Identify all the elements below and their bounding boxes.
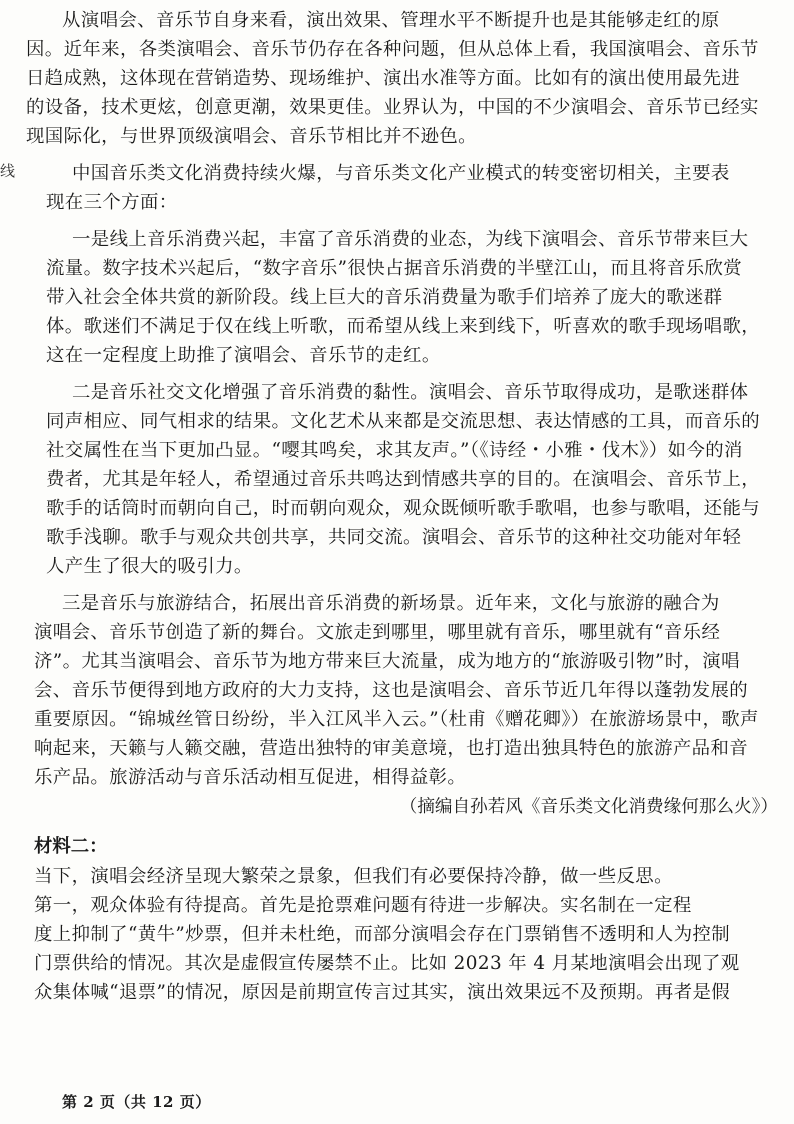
text-line: 流量。数字技术兴起后，“数字音乐”很快占据音乐消费的半壁江山，而且将音乐欣赏 — [46, 258, 743, 279]
text-line: 同声相应、同气相求的结果。文化艺术从来都是交流思想、表达情感的工具，而音乐的 — [46, 411, 761, 432]
margin-mark: 线 — [0, 162, 16, 180]
text-line: 二是音乐社交文化增强了音乐消费的黏性。演唱会、音乐节取得成功，是歌迷群体 — [72, 382, 749, 403]
paragraph-music-social — [26, 378, 778, 581]
text-line: 会、音乐节便得到地方政府的大力支持，这也是演唱会、音乐节近几年得以蓬勃发展的 — [34, 680, 749, 701]
text-line: 歌手浅聊。歌手与观众共创共享，共同交流。演唱会、音乐节的这种社交功能对年轻 — [46, 527, 742, 548]
page-number-footer: 第 2 页（共 12 页） — [62, 1093, 211, 1111]
paragraph-audience-experience — [26, 891, 778, 1007]
text-line: 当下，演唱会经济呈现大繁荣之景象，但我们有必要保持冷静，做一些反思。 — [34, 866, 673, 887]
paragraph-reflection-intro — [26, 862, 778, 891]
text-line: 众集体喊“退票”的情况，原因是前期宣传言过其实，演出效果远不及预期。再者是假 — [34, 982, 731, 1003]
text-line: 现国际化，与世界顶级演唱会、音乐节相比并不逊色。 — [26, 126, 477, 147]
source-citation: （摘编自孙若风《音乐类文化消费缘何那么火》） — [399, 797, 778, 817]
text-line: 的设备，技术更炫，创意更潮，效果更佳。业界认为，中国的不少演唱会、音乐节已经实 — [26, 97, 759, 118]
material-two-heading: 材料二： — [34, 836, 108, 857]
text-line: 从演唱会、音乐节自身来看，演出效果、管理水平不断提升也是其能够走红的原 — [62, 10, 720, 31]
text-line: 中国音乐类文化消费持续火爆，与音乐类文化产业模式的转变密切相关，主要表 — [72, 163, 730, 184]
text-line: 现在三个方面： — [46, 192, 178, 213]
paragraph-performance — [26, 6, 778, 151]
text-line: 响起来，天籁与人籁交融，营造出独特的审美意境，也打造出独具特色的旅游产品和音 — [34, 738, 749, 759]
text-line: 重要原因。“锦城丝管日纷纷，半入江风半入云。”（杜甫《赠花卿》）在旅游场景中，歌声 — [34, 709, 759, 730]
paragraph-music-tourism — [26, 589, 778, 792]
text-line: 济”。尤其当演唱会、音乐节为地方带来巨大流量，成为地方的“旅游吸引物”时，演唱 — [34, 651, 740, 672]
text-line: 费者，尤其是年轻人，希望通过音乐共鸣达到情感共享的目的。在演唱会、音乐节上， — [46, 469, 761, 490]
text-line: 因。近年来，各类演唱会、音乐节仍存在各种问题，但从总体上看，我国演唱会、音乐节 — [26, 39, 759, 60]
text-line: 第一，观众体验有待提高。首先是抢票难问题有待进一步解决。实名制在一定程 — [34, 895, 692, 916]
text-line: 歌手的话筒时而朝向自己，时而朝向观众，观众既倾听歌手歌唱，也参与歌唱，还能与 — [46, 498, 761, 519]
text-line: 体。歌迷们不满足于仅在线上听歌，而希望从线上来到线下，听喜欢的歌手现场唱歌， — [46, 316, 761, 337]
text-line: 一是线上音乐消费兴起，丰富了音乐消费的业态，为线下演唱会、音乐节带来巨大 — [72, 229, 749, 250]
paragraph-intro-three-aspects — [26, 159, 778, 217]
text-line: 带入社会全体共赏的新阶段。线上巨大的音乐消费量为歌手们培养了庞大的歌迷群 — [46, 287, 723, 308]
text-line: 乐产品。旅游活动与音乐活动相互促进，相得益彰。 — [34, 767, 467, 788]
text-line: 度上抑制了“黄牛”炒票，但并未杜绝，而部分演唱会存在门票销售不透明和人为控制 — [34, 924, 731, 945]
text-line: 人产生了很大的吸引力。 — [46, 556, 253, 577]
text-line: 演唱会、音乐节创造了新的舞台。文旅走到哪里，哪里就有音乐，哪里就有“音乐经 — [34, 622, 721, 643]
text-line: 门票供给的情况。其次是虚假宣传屡禁不止。比如 2023 年 4 月某地演唱会出现了观 — [34, 953, 740, 974]
text-line: 这在一定程度上助推了演唱会、音乐节的走红。 — [46, 345, 441, 366]
article-body — [26, 6, 778, 1007]
text-line: 社交属性在当下更加凸显。“嘤其鸣矣，求其友声。”（《诗经・小雅・伐木》）如今的消 — [46, 440, 743, 461]
text-line: 三是音乐与旅游结合，拓展出音乐消费的新场景。近年来，文化与旅游的融合为 — [62, 593, 720, 614]
paragraph-online-music — [26, 225, 778, 370]
text-line: 日趋成熟，这体现在营销造势、现场维护、演出水准等方面。比如有的演出使用最先进 — [26, 68, 741, 89]
